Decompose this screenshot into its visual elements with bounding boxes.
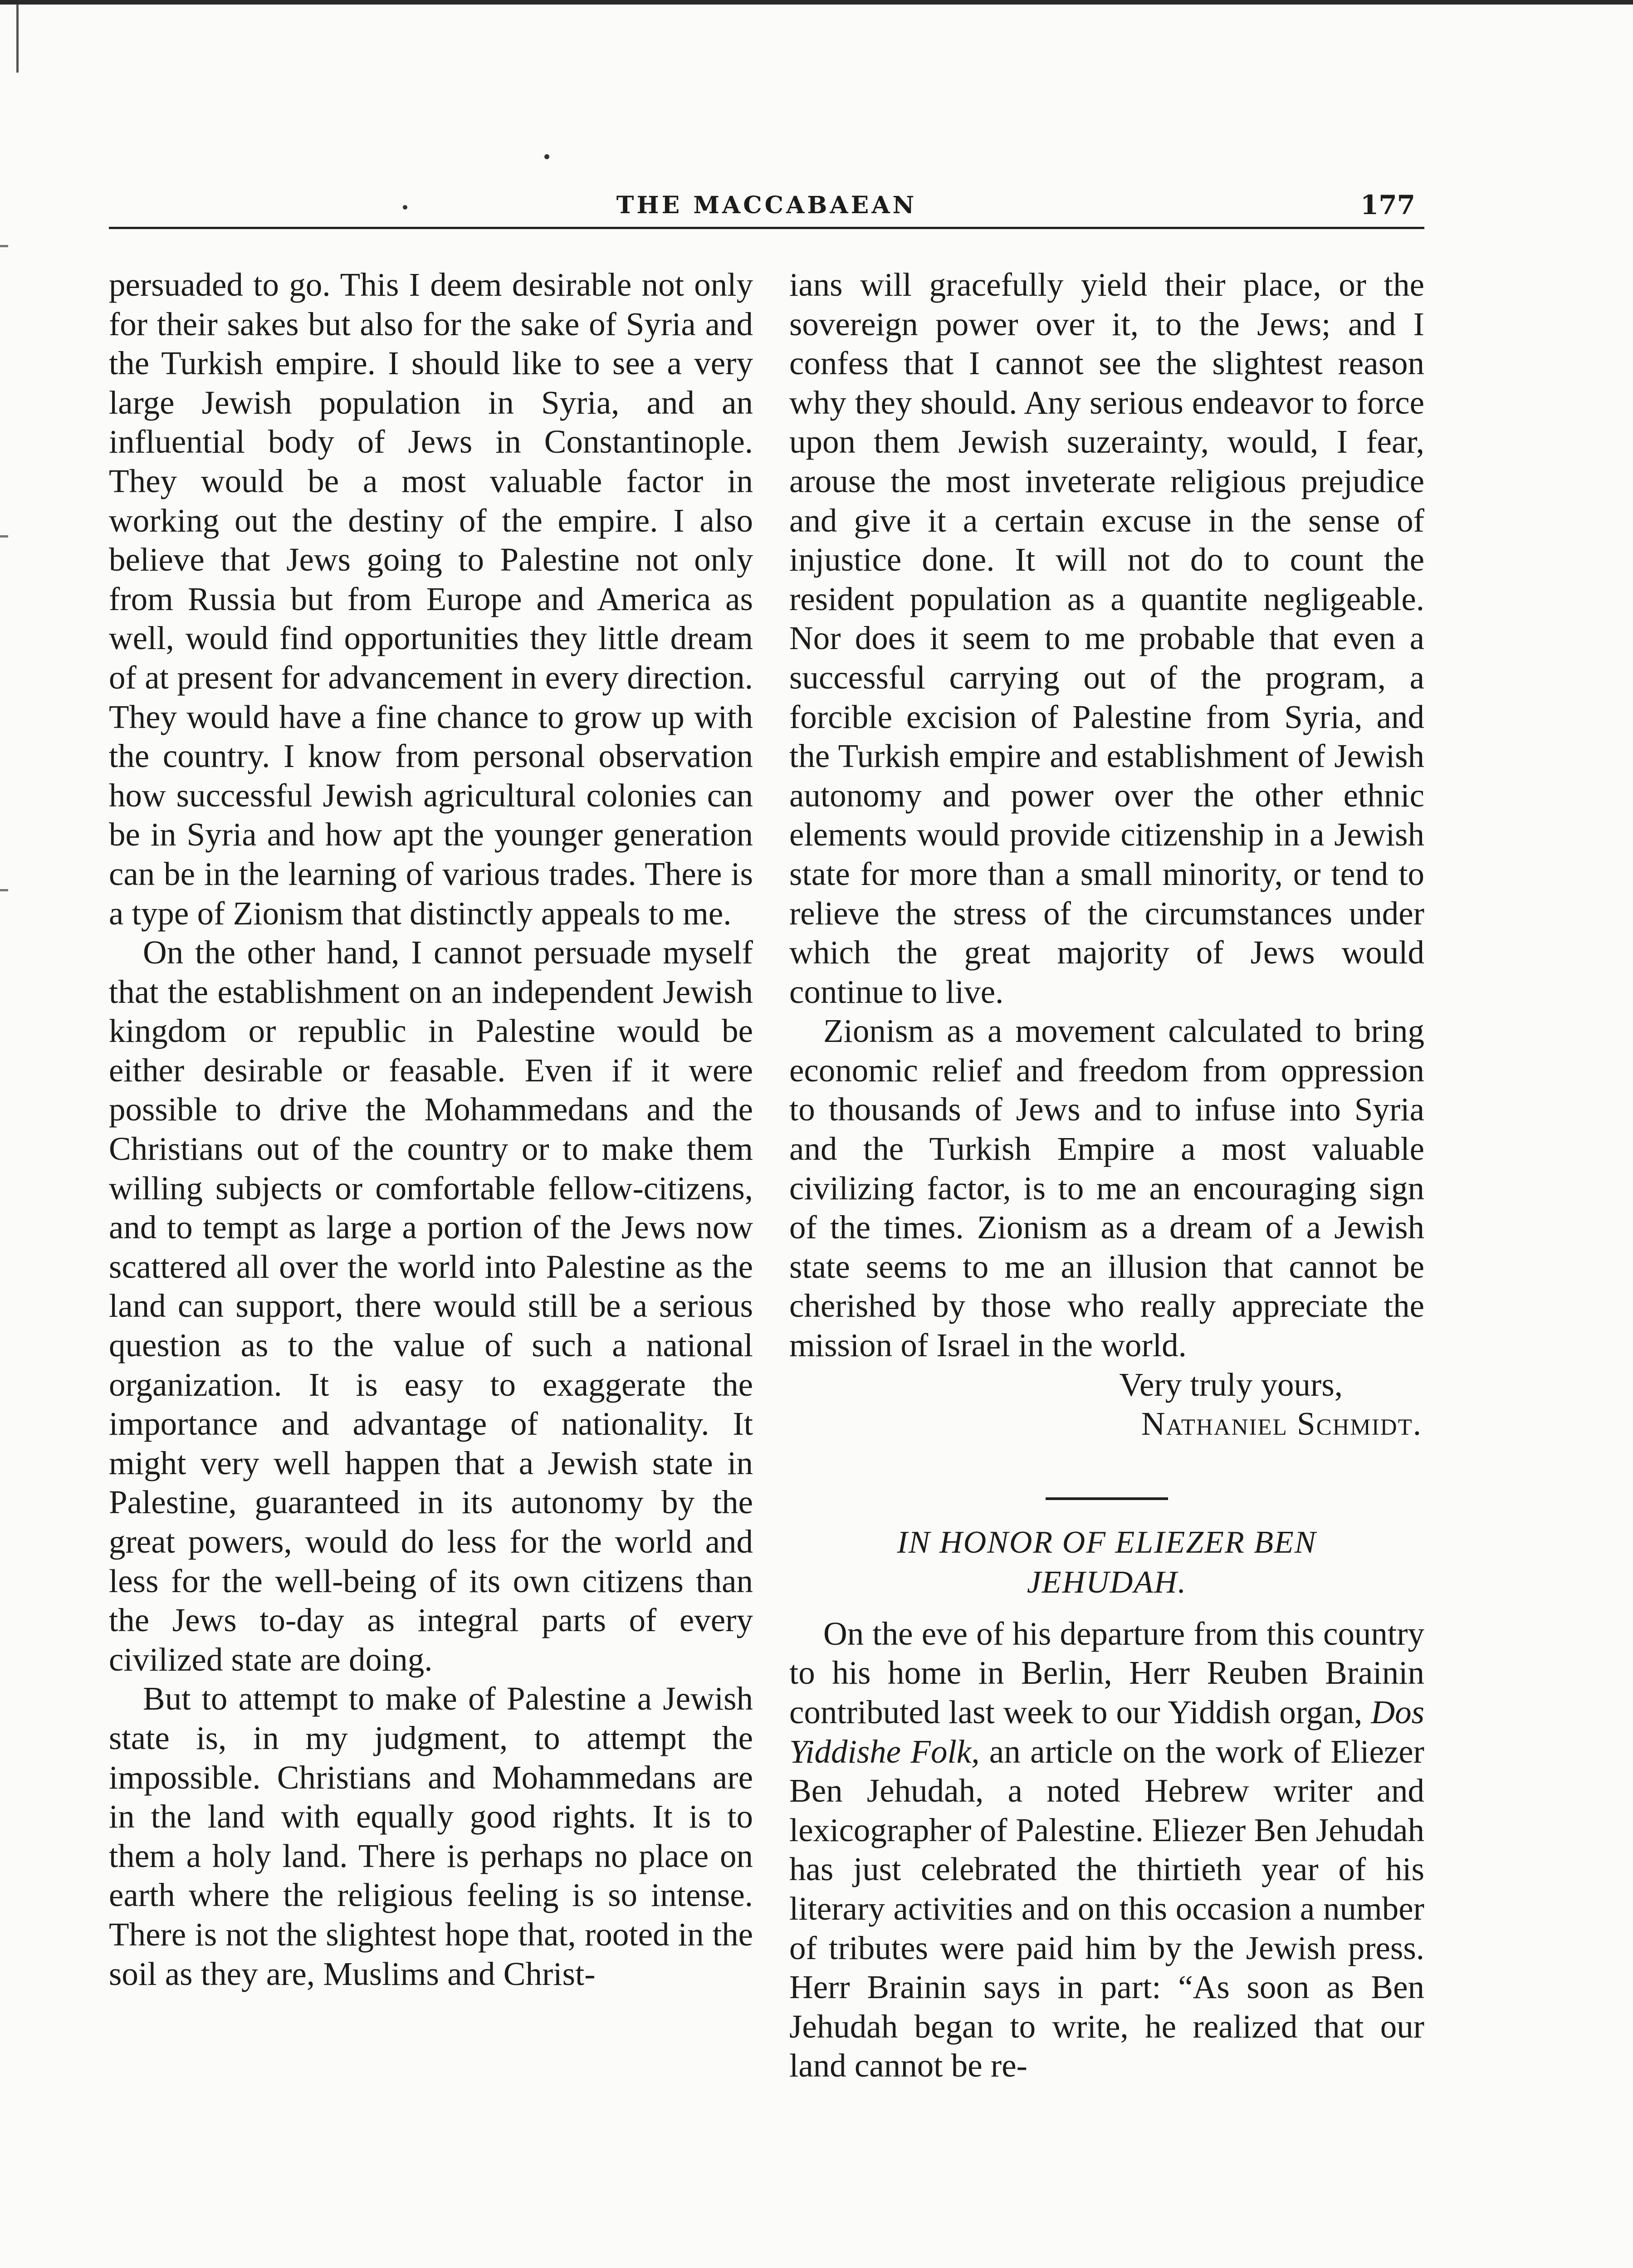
article-title-line: JEHUDAH. [1027, 1564, 1187, 1600]
margin-mark [0, 889, 8, 891]
ink-speck [544, 154, 549, 159]
page-top-border [0, 0, 1633, 5]
right-column [789, 265, 1424, 2086]
binding-edge [16, 5, 19, 73]
left-column [109, 265, 753, 1994]
publication-name: Dos Yiddishe Folk, [789, 1694, 1424, 1770]
article-title-line: IN HONOR OF ELIEZER BEN [897, 1525, 1317, 1560]
section-separator [1046, 1497, 1168, 1500]
paragraph: On the other hand, I cannot persuade myself that the establishment on an independent Jewish kingdom or republic in Palestine would be either desirable or feasable. Even if it were possible to drive the Mohammedans and the Christians out of the country or to make them willing subjects or comfortable fellow-citizens, and to tempt as large a portion of the Jews now scattered all over the world into Palestine as the land can support, there would still be a serious question as to the value of such a national organization. It is easy to exaggerate the importance and advantage of nationality. It might very well happen that a Jewish state in Palestine, guaranteed in its autonomy by the great powers, would do less for the world and less for the well-being of its own citizens than the Jews to-day as integral parts of every civilized state are doing. [109, 934, 753, 1678]
paragraph: Zionism as a movement calculated to bring economic relief and freedom from oppression to thousands of Jews and to infuse into Syria and the Turkish Empire a most valuable civilizing factor, is to me an encouraging sign of the times. Zionism as a dream of a Jewish state seems to me an illusion that cannot be cherished by those who really appreciate the mission of Israel in the world. [789, 1012, 1424, 1364]
header-rule [109, 227, 1424, 229]
paragraph: ians will gracefully yield their place, or the sovereign power over it, to the Jews; and I confess that I cannot see the slightest reason why they should. Any serious endeavor to force upon them Jewish suzerainty, would, I fear, arouse the most inveterate religious prejudice and give it a certain excuse in the sense of injustice done. It will not do to count the resident population as a quantite negligeable. Nor does it seem to me probable that even a successful carrying out of the program, a forcible excision of Palestine from Syria, and the Turkish empire and establishment of Jewish autonomy and power over the other ethnic elements would provide citizenship in a Jewish state for more than a small minority, or tend to relieve the stress of the circumstances under which the great majority of Jews would continue to live. [789, 266, 1424, 1010]
letter-salutation: Very truly yours, [1119, 1366, 1343, 1403]
article-body-text: On the eve of his departure from this country to his home in Berlin, Herr Reuben Brainin contributed last week to our Yiddish organ, [789, 1615, 1424, 1730]
paragraph: But to attempt to make of Palestine a Jewish state is, in my judgment, to attempt the impossible. Christians and Mohammedans are in the land with equally good rights. It is to them a holy land. There is perhaps no place on earth where the religious feeling is so intense. There is not the slightest hope that, rooted in the soil as they are, Muslims and Christ- [109, 1680, 753, 1992]
article-body-text: an article on the work of Eliezer Ben Jehudah, a noted Hebrew writer and lexicographer of Palestine. Eliezer Ben Jehudah has just celebrated the thirtieth year of his literary activities and on this occasion a number of tributes were paid him by the Jewish press. Herr Brainin says in part: “As soon as Ben Jehudah began to write, he realized that our land cannot be re- [789, 1733, 1424, 2084]
margin-mark [0, 245, 8, 247]
article-body [789, 1614, 1424, 2086]
margin-mark [0, 535, 8, 538]
article-title [789, 1523, 1424, 1603]
page-number: 177 [1360, 190, 1415, 220]
running-head [109, 186, 1424, 227]
letter-signature: Nathaniel Schmidt. [1141, 1405, 1422, 1442]
journal-title: THE MACCABAEAN [616, 191, 917, 219]
paragraph: persuaded to go. This I deem desirable not only for their sakes but also for the sake of Syria and the Turkish empire. I should like to see a very large Jewish population in Syria, and an influential body of Jews in Constantinople. They would be a most valuable factor in working out the destiny of the empire. I also believe that Jews going to Palestine not only from Russia but from Europe and America as well, would find opportunities they little dream of at present for advancement in every direction. They would have a fine chance to grow up with the country. I know from personal observation how successful Jewish agricultural colonies can be in Syria and how apt the younger generation can be in the learning of various trades. There is a type of Zionism that distinctly appeals to me. [109, 266, 753, 932]
